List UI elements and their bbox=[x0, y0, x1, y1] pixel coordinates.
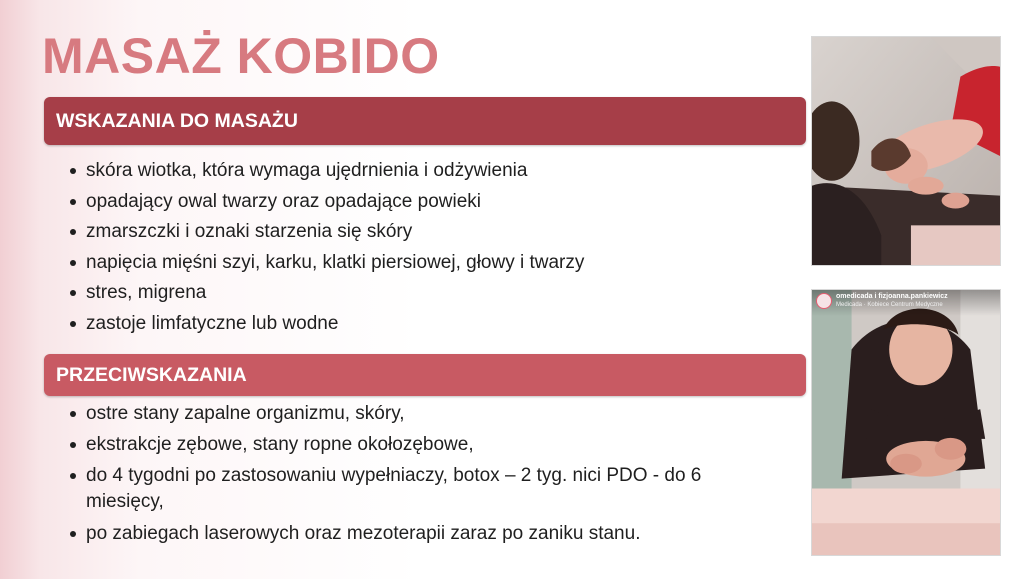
contraindications-list bbox=[70, 399, 770, 550]
indications-list bbox=[70, 156, 770, 339]
section-header-contraindications-label: PRZECIWSKAZANIA bbox=[56, 363, 247, 386]
instagram-location: Medicada · Kobiece Centrum Medyczne bbox=[836, 302, 943, 308]
list-item: ekstrakcje zębowe, stany ropne okołozębowe, bbox=[70, 430, 770, 461]
instagram-post-header bbox=[812, 290, 1000, 316]
list-item: zastoje limfatyczne lub wodne bbox=[70, 309, 770, 340]
section-header-contraindications bbox=[44, 354, 806, 396]
massage-photo-top-image bbox=[812, 37, 1000, 265]
list-item: po zabiegach laserowych oraz mezoterapii zaraz po zaniku stanu. bbox=[70, 519, 770, 550]
avatar bbox=[816, 293, 832, 309]
list-item: do 4 tygodni po zastosowaniu wypełniaczy, botox – 2 tyg. nici PDO - do 6 miesięcy, bbox=[70, 460, 770, 519]
massage-photo-bottom bbox=[811, 289, 1001, 556]
massage-photo-bottom-image bbox=[812, 290, 1000, 555]
list-item: napięcia mięśni szyi, karku, klatki piersiowej, głowy i twarzy bbox=[70, 248, 770, 279]
list-item: ostre stany zapalne organizmu, skóry, bbox=[70, 399, 770, 430]
instagram-username: omedicada i fizjoanna.pankiewicz bbox=[836, 293, 948, 300]
slide-title: MASAŻ KOBIDO bbox=[42, 28, 440, 84]
massage-photo-top bbox=[811, 36, 1001, 266]
instagram-post-meta bbox=[836, 293, 948, 309]
list-item: zmarszczki i oznaki starzenia się skóry bbox=[70, 217, 770, 248]
section-header-indications bbox=[44, 97, 806, 145]
list-item: opadający owal twarzy oraz opadające powieki bbox=[70, 187, 770, 218]
section-header-indications-label: WSKAZANIA DO MASAŻU bbox=[56, 109, 298, 132]
list-item: stres, migrena bbox=[70, 278, 770, 309]
list-item: skóra wiotka, która wymaga ujędrnienia i odżywienia bbox=[70, 156, 770, 187]
